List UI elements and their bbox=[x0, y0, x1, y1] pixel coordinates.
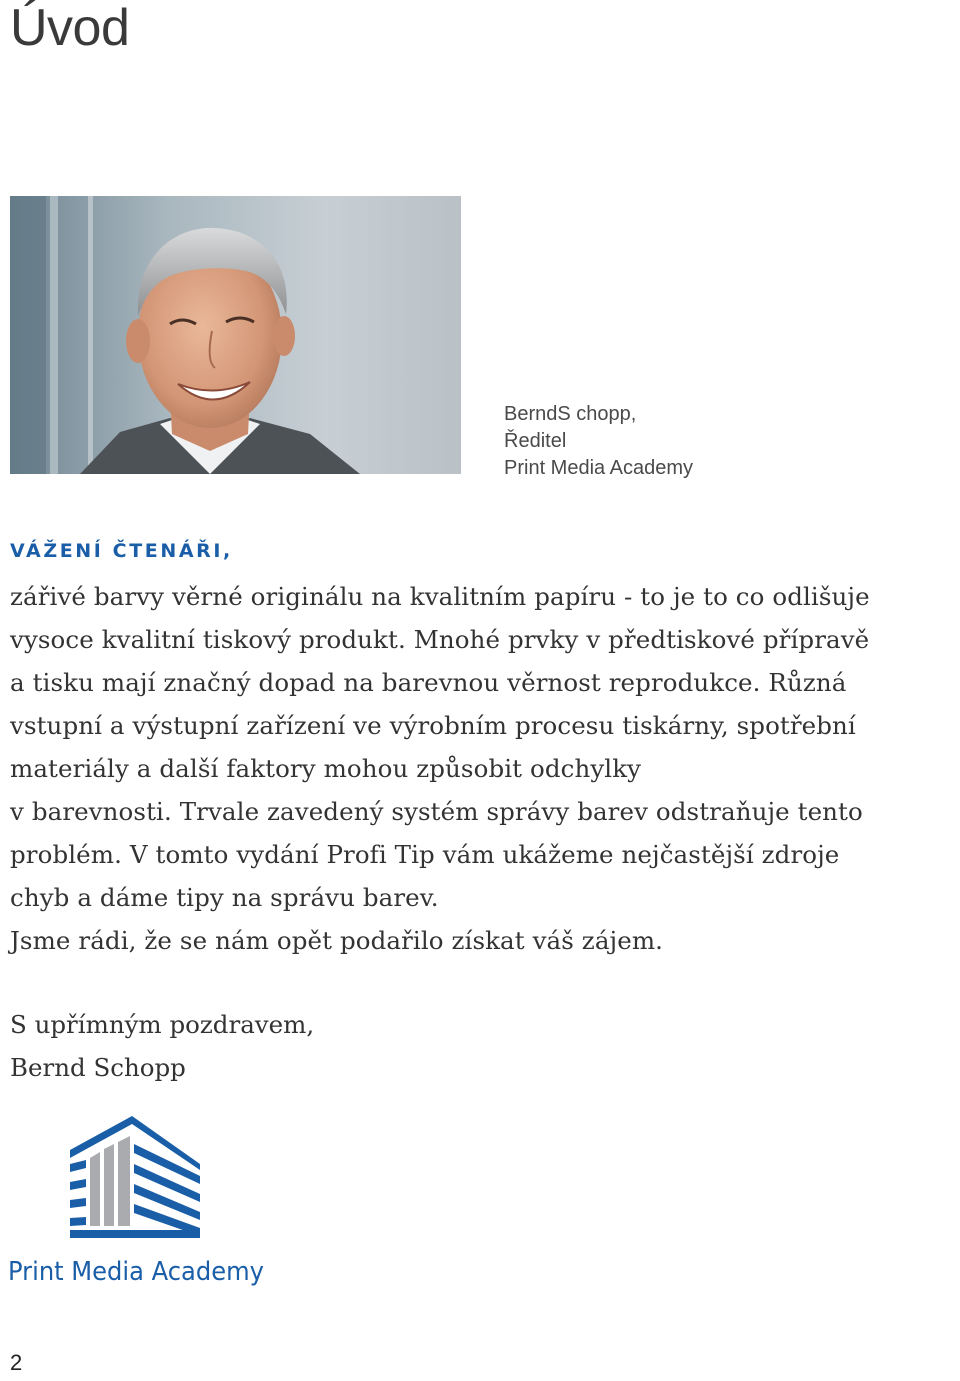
body-line: materiály a další faktory mohou způsobit odchylky bbox=[10, 754, 642, 783]
letter-body bbox=[10, 575, 960, 962]
letter-closing bbox=[10, 1003, 314, 1089]
body-line: chyb a dáme tipy na správu barev. bbox=[10, 883, 439, 912]
body-line: Jsme rádi, že se nám opět podařilo získat váš zájem. bbox=[10, 926, 664, 955]
print-media-academy-logo-icon bbox=[68, 1116, 202, 1242]
portrait-photo bbox=[10, 196, 461, 474]
page-title: Úvod bbox=[10, 0, 130, 57]
body-line: v barevnosti. Trvale zavedený systém správy barev odstraňuje tento bbox=[10, 797, 863, 826]
print-media-academy-logo-text: Print Media Academy bbox=[8, 1257, 264, 1287]
letter-salutation: VÁŽENÍ ČTENÁŘI, bbox=[10, 540, 233, 562]
body-line: vstupní a výstupní zařízení ve výrobním procesu tiskárny, spotřební bbox=[10, 711, 856, 740]
caption-organization: Print Media Academy bbox=[504, 457, 693, 479]
caption-role: Ředitel bbox=[504, 430, 567, 452]
signature-name: Bernd Schopp bbox=[10, 1053, 186, 1082]
body-line: vysoce kvalitní tiskový produkt. Mnohé prvky v předtiskové přípravě bbox=[10, 625, 870, 654]
caption-name: BerndS chopp, bbox=[504, 403, 637, 425]
body-line: a tisku mají značný dopad na barevnou věrnost reprodukce. Různá bbox=[10, 668, 847, 697]
photo-caption bbox=[504, 401, 693, 482]
body-line: zářivé barvy věrné originálu na kvalitním papíru - to je to co odlišuje bbox=[10, 582, 870, 611]
closing-greeting: S upřímným pozdravem, bbox=[10, 1010, 315, 1039]
page-number: 2 bbox=[10, 1350, 23, 1375]
body-line: problém. V tomto vydání Profi Tip vám ukážeme nejčastější zdroje bbox=[10, 840, 840, 869]
